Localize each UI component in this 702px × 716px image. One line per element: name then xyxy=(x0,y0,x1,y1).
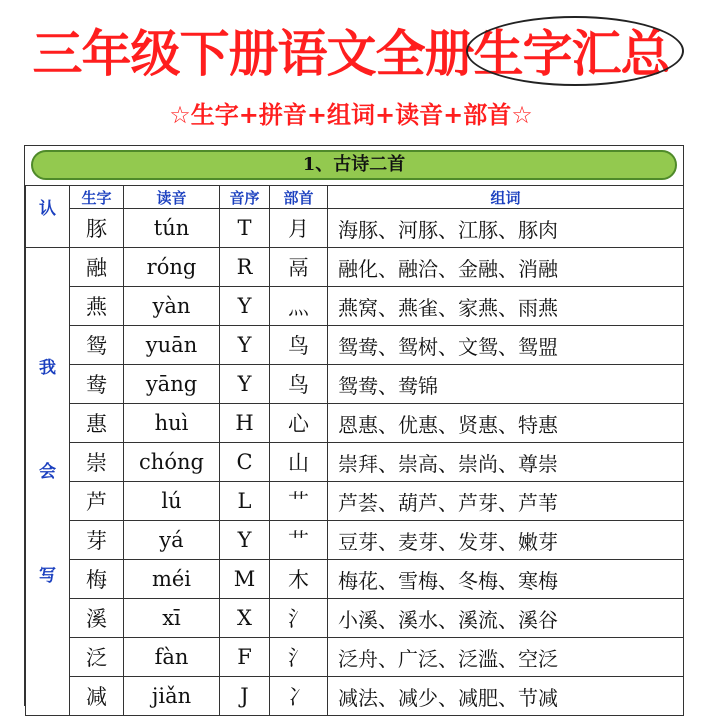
column-header: 音序 xyxy=(220,186,270,209)
cell-words: 减法、减少、减肥、节减 xyxy=(328,677,684,716)
cell-words: 鸳鸯、鸯锦 xyxy=(328,365,684,404)
cell-radical: 氵 xyxy=(270,599,328,638)
column-header: 组词 xyxy=(328,186,684,209)
page-subtitle: ☆生字+拼音+组词+读音+部首☆ xyxy=(169,101,533,129)
cell-radical: 灬 xyxy=(270,287,328,326)
cell-pinyin: róng xyxy=(124,248,220,287)
category-write xyxy=(26,248,70,716)
category-recognize: 认 xyxy=(26,186,70,248)
cell-words: 小溪、溪水、溪流、溪谷 xyxy=(328,599,684,638)
cell-words: 融化、融洽、金融、消融 xyxy=(328,248,684,287)
cell-words: 崇拜、崇高、崇尚、尊崇 xyxy=(328,443,684,482)
table-row xyxy=(26,482,684,521)
cell-pinyin: yàn xyxy=(124,287,220,326)
page-title: 三年级下册语文全册生字汇总 xyxy=(32,25,670,83)
table-row xyxy=(26,287,684,326)
title-area xyxy=(0,14,702,94)
cell-initial: J xyxy=(220,677,270,716)
cell-pinyin: yá xyxy=(124,521,220,560)
cell-words: 海豚、河豚、江豚、豚肉 xyxy=(328,209,684,248)
cell-initial: C xyxy=(220,443,270,482)
column-header: 读音 xyxy=(124,186,220,209)
table-row xyxy=(26,209,684,248)
cell-radical: 艹 xyxy=(270,482,328,521)
cell-initial: T xyxy=(220,209,270,248)
cell-pinyin: xī xyxy=(124,599,220,638)
column-header: 部首 xyxy=(270,186,328,209)
cell-pinyin: jiǎn xyxy=(124,677,220,716)
cell-character: 溪 xyxy=(70,599,124,638)
cell-pinyin: huì xyxy=(124,404,220,443)
cell-pinyin: méi xyxy=(124,560,220,599)
cell-words: 泛舟、广泛、泛滥、空泛 xyxy=(328,638,684,677)
cell-initial: M xyxy=(220,560,270,599)
cell-initial: Y xyxy=(220,287,270,326)
cell-radical: 鸟 xyxy=(270,365,328,404)
cell-character: 芦 xyxy=(70,482,124,521)
table-row xyxy=(26,404,684,443)
table-row xyxy=(26,599,684,638)
cell-character: 鸯 xyxy=(70,365,124,404)
table-row xyxy=(26,443,684,482)
cell-words: 芦荟、葫芦、芦芽、芦苇 xyxy=(328,482,684,521)
character-sheet xyxy=(24,145,684,710)
cell-character: 豚 xyxy=(70,209,124,248)
table-row xyxy=(26,521,684,560)
cell-initial: Y xyxy=(220,521,270,560)
cell-radical: 鬲 xyxy=(270,248,328,287)
cell-pinyin: chóng xyxy=(124,443,220,482)
cell-radical: 心 xyxy=(270,404,328,443)
header-row xyxy=(26,186,684,209)
table-row xyxy=(26,677,684,716)
cell-pinyin: tún xyxy=(124,209,220,248)
cell-character: 崇 xyxy=(70,443,124,482)
cell-radical: 木 xyxy=(270,560,328,599)
cell-words: 梅花、雪梅、冬梅、寒梅 xyxy=(328,560,684,599)
table-row xyxy=(26,638,684,677)
cell-pinyin: lú xyxy=(124,482,220,521)
cell-words: 燕窝、燕雀、家燕、雨燕 xyxy=(328,287,684,326)
cell-radical: 氵 xyxy=(270,638,328,677)
category-write-char: 我 xyxy=(39,358,56,378)
cell-radical: 月 xyxy=(270,209,328,248)
cell-character: 芽 xyxy=(70,521,124,560)
cell-character: 减 xyxy=(70,677,124,716)
cell-words: 鸳鸯、鸳树、文鸳、鸳盟 xyxy=(328,326,684,365)
cell-initial: Y xyxy=(220,365,270,404)
table-row xyxy=(26,326,684,365)
cell-pinyin: yuān xyxy=(124,326,220,365)
cell-pinyin: fàn xyxy=(124,638,220,677)
cell-character: 鸳 xyxy=(70,326,124,365)
table-row xyxy=(26,365,684,404)
cell-radical: 冫 xyxy=(270,677,328,716)
cell-radical: 山 xyxy=(270,443,328,482)
column-header: 生字 xyxy=(70,186,124,209)
table-row xyxy=(26,560,684,599)
cell-initial: X xyxy=(220,599,270,638)
character-table xyxy=(25,185,684,716)
title-highlight-ellipse xyxy=(466,16,684,86)
cell-pinyin: yāng xyxy=(124,365,220,404)
cell-initial: R xyxy=(220,248,270,287)
cell-character: 梅 xyxy=(70,560,124,599)
lesson-title: 1、古诗二首 xyxy=(31,150,677,180)
cell-words: 豆芽、麦芽、发芽、嫩芽 xyxy=(328,521,684,560)
cell-character: 融 xyxy=(70,248,124,287)
table-row xyxy=(26,248,684,287)
cell-radical: 艹 xyxy=(270,521,328,560)
category-write-char: 写 xyxy=(39,566,56,586)
cell-initial: L xyxy=(220,482,270,521)
cell-character: 惠 xyxy=(70,404,124,443)
cell-character: 泛 xyxy=(70,638,124,677)
cell-initial: Y xyxy=(220,326,270,365)
cell-initial: H xyxy=(220,404,270,443)
cell-words: 恩惠、优惠、贤惠、特惠 xyxy=(328,404,684,443)
category-write-char: 会 xyxy=(39,462,56,482)
cell-character: 燕 xyxy=(70,287,124,326)
cell-initial: F xyxy=(220,638,270,677)
cell-radical: 鸟 xyxy=(270,326,328,365)
